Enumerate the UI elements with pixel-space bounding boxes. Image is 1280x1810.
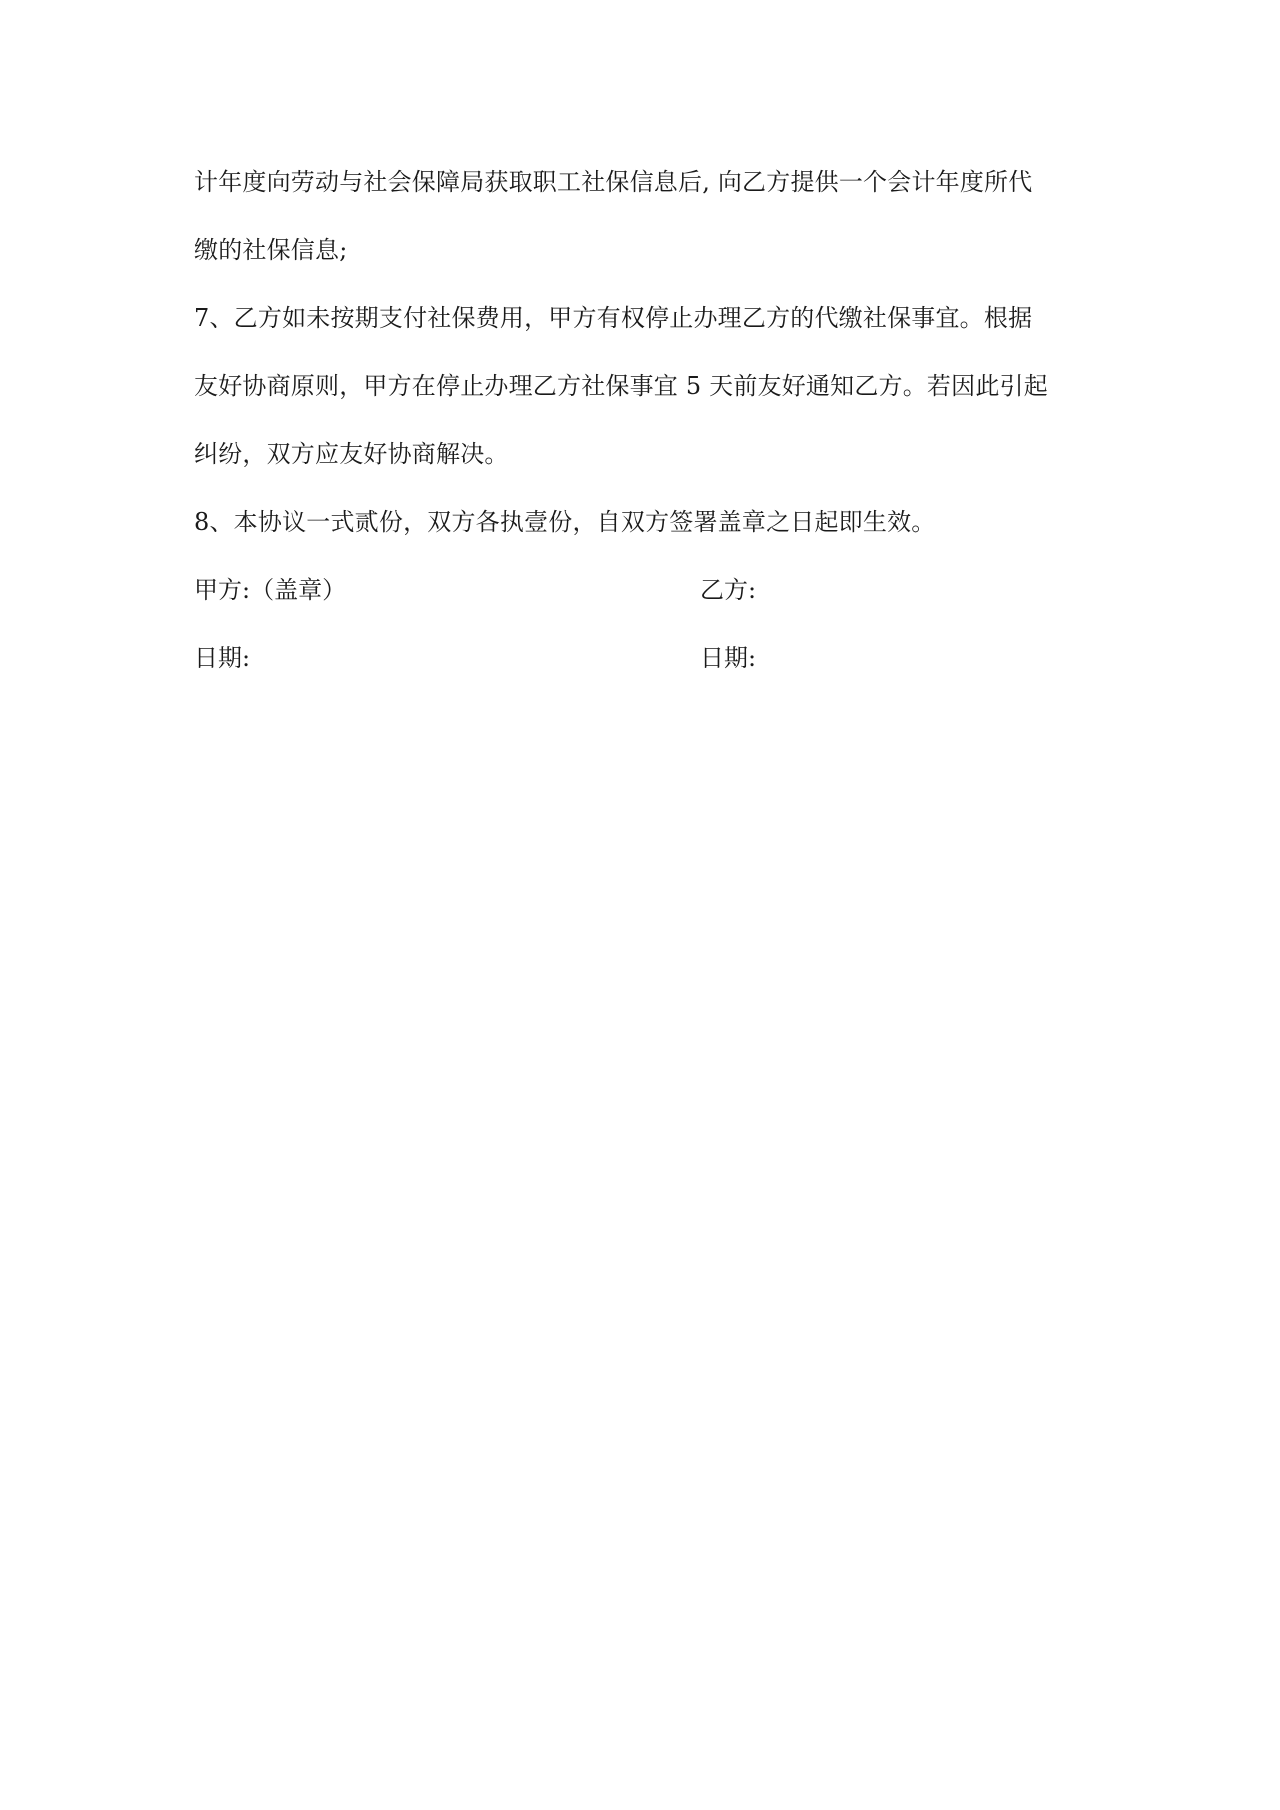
signature-row [194,574,1094,606]
party-b-date-label: 日期: [700,644,757,672]
clause-7-line: 7、乙方如未按期支付社保费用，甲方有权停止办理乙方的代缴社保事宜。根据 [194,304,1033,332]
paragraph-line: 计年度向劳动与社会保障局获取职工社保信息后, 向乙方提供一个会计年度所代 [194,168,1033,196]
clause-8-line: 8、本协议一式贰份，双方各执壹份，自双方签署盖章之日起即生效。 [194,508,936,536]
date-row [194,642,1094,674]
party-a-date-label: 日期: [194,644,251,672]
document-body [194,166,1094,710]
party-a-seal-label: 甲方:（盖章） [194,576,347,604]
party-b-label: 乙方: [700,576,757,604]
clause-7-line: 纠纷，双方应友好协商解决。 [194,440,509,468]
paragraph-line: 缴的社保信息; [194,236,348,264]
clause-7-line: 友好协商原则，甲方在停止办理乙方社保事宜 5 天前友好通知乙方。若因此引起 [194,372,1048,400]
